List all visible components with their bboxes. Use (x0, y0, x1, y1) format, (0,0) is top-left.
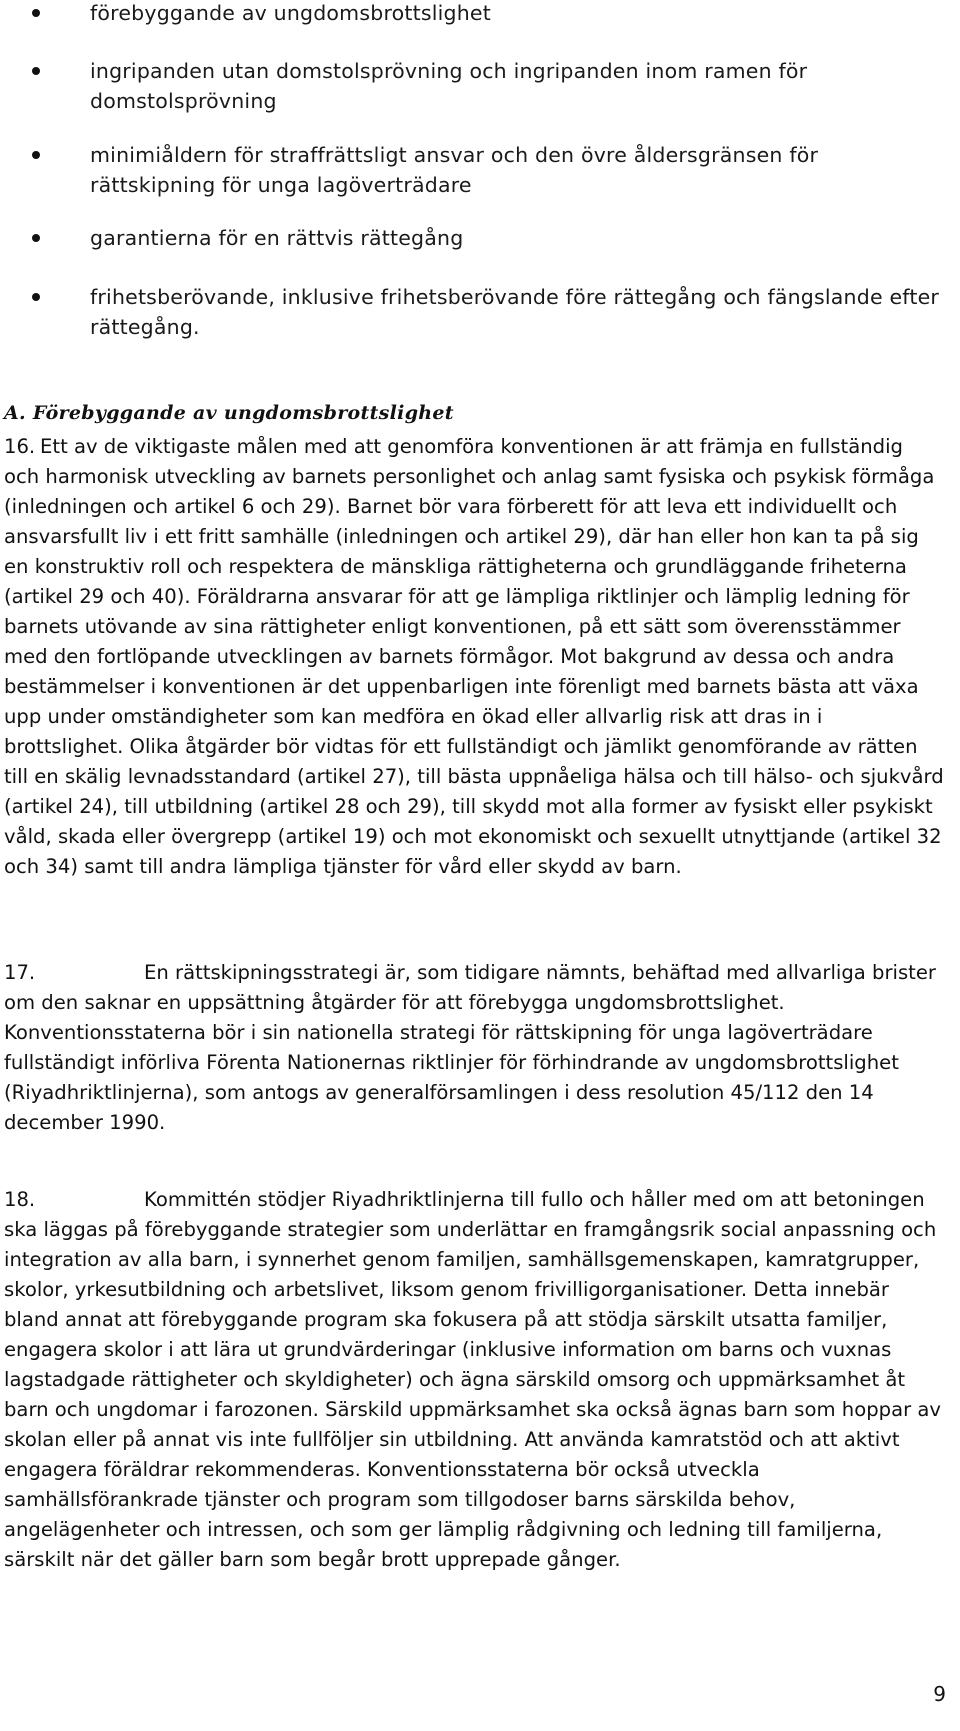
paragraph-text: Kommittén stödjer Riyadhriktlinjerna till fullo och håller med om att betoningen ska läggas på förebyggande strategier som underlättar en framgångsrik social anpassning och integration av alla barn, i synnerhet genom familjen, samhällsgemenskapen, kamratgrupper, skolor, yrkesutbildning och arbetslivet, liksom genom frivilligorganisationer. Detta innebär bland annat att förebyggande program ska fokusera på att stödja särskilt utsatta familjer, engagera skolor i att lära ut grundvärderingar (inklusive information om barns och vuxnas lagstadgade rättigheter och skyldigheter) och ägna särskild omsorg och uppmärksamhet åt barn och ungdomar i farozonen. Särskild uppmärksamhet ska också ägnas barn som hoppar av skolan eller på annat vis inte fullföljer sin utbildning. Att använda kamratstöd och att aktivt engagera föräldrar rekommenderas. Konventionsstaterna bör också utveckla samhällsförankrade tjänster och program som tillgodoser barns särskilda behov, angelägenheter och intressen, och som ger lämplig rådgivning och ledning till familjerna, särskilt när det gäller barn som begår brott upprepade gånger. (4, 1188, 941, 1571)
page-number: 9 (933, 1682, 946, 1706)
bullet-dot-icon (32, 293, 40, 301)
bullet-list (4, 223, 463, 253)
bullet-text: förebyggande av ungdomsbrottslighet (90, 1, 491, 25)
paragraph-text: Ett av de viktigaste målen med att genomföra konventionen är att främja en fullständig och harmonisk utveckling av barnets personlighet och anlag samt fysiska och psykisk förmåga (inledningen och artikel 6 och 29). Barnet bör vara förberett för att leva ett individuellt och ansvarsfullt liv i ett fritt samhälle (inledningen och artikel 29), där han eller hon kan ta på sig en konstruktiv roll och respektera de mänskliga rättigheterna och grundläggande friheterna (artikel 29 och 40). Föräldrarna ansvarar för att ge lämpliga riktlinjer och lämplig ledning för barnets utövande av sina rättigheter enligt konventionen, på ett sätt som överensstämmer med den fortlöpande utvecklingen av barnets förmågor. Mot bakgrund av dessa och andra bestämmelser i konventionen är det uppenbarligen inte förenligt med barnets bästa att växa upp under omständigheter som kan medföra en ökad eller allvarlig risk att dras in i brottslighet. Olika åtgärder bör vidtas för ett fullständigt och jämlikt genomförande av rätten till en skälig levnadsstandard (artikel 27), till bästa uppnåeliga hälsa och till hälso- och sjukvård (artikel 24), till utbildning (artikel 28 och 29), till skydd mot alla former av fysiskt eller psykiskt våld, skada eller övergrepp (artikel 19) och mot ekonomiskt och sexuellt utnyttjande (artikel 32 och 34) samt till andra lämpliga tjänster för vård eller skydd av barn. (4, 435, 944, 878)
bullet-item (4, 282, 944, 342)
bullet-list (4, 282, 944, 342)
bullet-item (4, 140, 944, 200)
paragraph-number: 18. (4, 1188, 36, 1211)
bullet-item (4, 223, 463, 253)
bullet-text: ingripanden utan domstolsprövning och ingripanden inom ramen för domstolsprövning (90, 59, 808, 113)
bullet-text: garantierna för en rättvis rättegång (90, 226, 464, 250)
bullet-item (4, 0, 491, 28)
bullet-list (4, 140, 944, 200)
bullet-dot-icon (32, 9, 40, 17)
section-heading: A. Förebyggande av ungdomsbrottslighet (4, 402, 454, 424)
paragraph-16 (4, 432, 944, 882)
bullet-list (4, 0, 491, 28)
paragraph-number: 17. (4, 961, 36, 984)
bullet-text: frihetsberövande, inklusive frihetsberövande före rättegång och fängslande efter rättegång. (90, 285, 940, 339)
paragraph-number: 16. (4, 435, 36, 458)
bullet-dot-icon (32, 151, 40, 159)
bullet-item (4, 56, 944, 116)
bullet-list (4, 56, 944, 116)
paragraph-17 (4, 958, 944, 1138)
bullet-dot-icon (32, 234, 40, 242)
paragraph-text: En rättskipningsstrategi är, som tidigare nämnts, behäftad med allvarliga brister om den saknar en uppsättning åtgärder för att förebygga ungdomsbrottslighet. Konventionsstaterna bör i sin nationella strategi för rättskipning för unga lagöverträdare fullständigt införliva Förenta Nationernas riktlinjer för förhindrande av ungdomsbrottslighet (Riyadhriktlinjerna), som antogs av generalförsamlingen i dess resolution 45/112 den 14 december 1990. (4, 961, 936, 1134)
paragraph-18 (4, 1185, 944, 1575)
bullet-dot-icon (32, 67, 40, 75)
bullet-text: minimiåldern för straffrättsligt ansvar och den övre åldersgränsen för rättskipning för unga lagöverträdare (90, 143, 819, 197)
